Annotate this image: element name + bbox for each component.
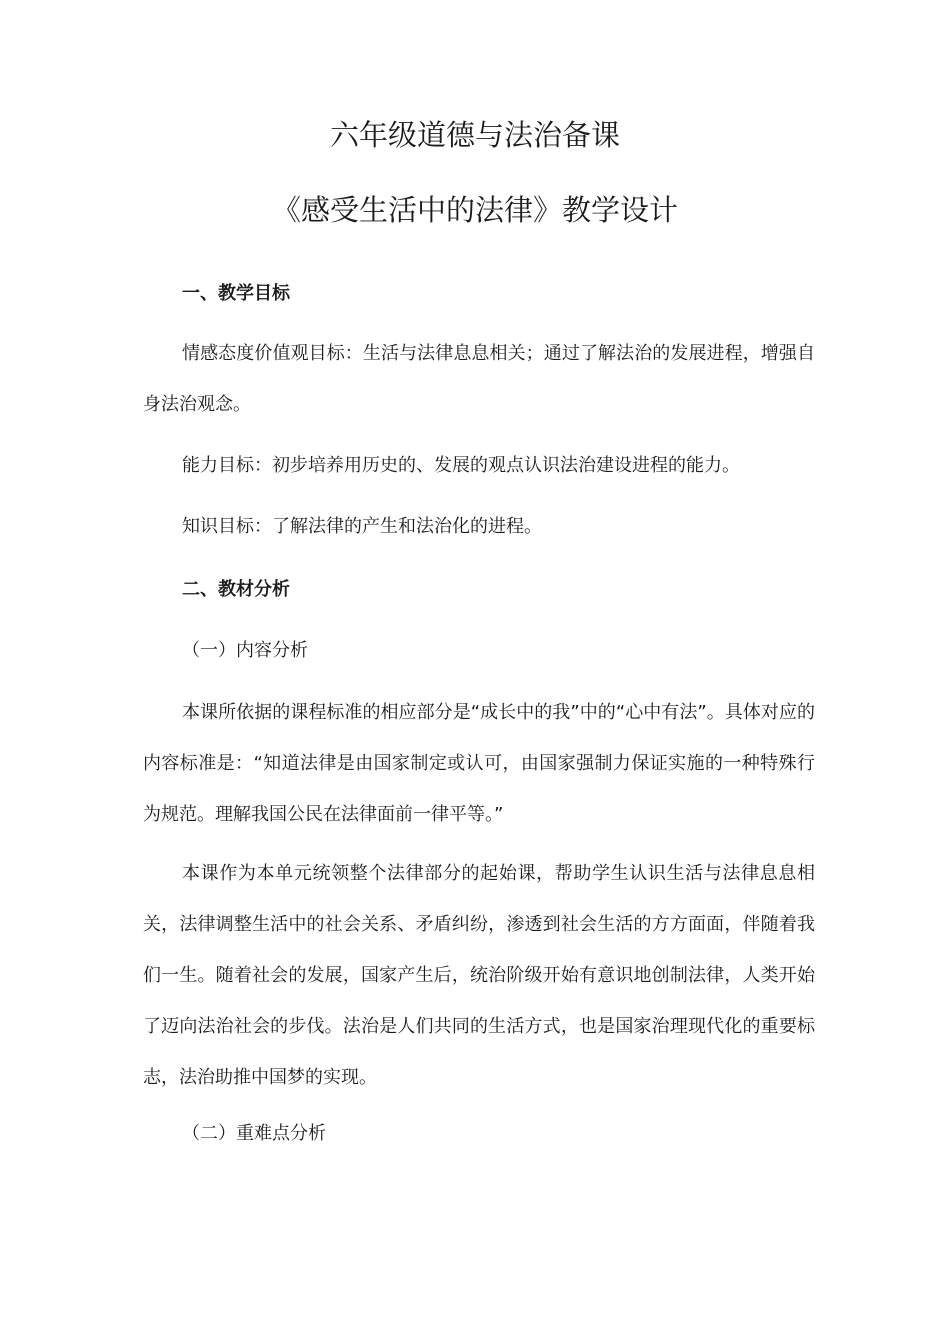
section-heading-teaching-goals: 一、教学目标	[182, 283, 290, 304]
paragraph-lesson-role: 本课作为本单元统领整个法律部分的起始课，帮助学生认识生活与法律息息相关，法律调整生活中的社会关系、矛盾纠纷，渗透到社会生活的方方面面，伴随着我们一生。随着社会的发展，国家产生后，统治阶级开始有意识地创制法律，人类开始了迈向法治社会的步伐。法治是人们共同的生活方式，也是国家治理现代化的重要标志，法治助推中国梦的实现。	[143, 863, 815, 1088]
document-title: 六年级道德与法治备课	[329, 118, 620, 152]
paragraph-curriculum-standard: 本课所依据的课程标准的相应部分是“成长中的我”中的“心中有法”。具体对应的内容标准是：“知道法律是由国家制定或认可，由国家强制力保证实施的一种特殊行为规范。理解我国公民在法律面前一律平等。”	[143, 702, 815, 825]
paragraph-ability-goal: 能力目标：初步培养用历史的、发展的观点认识法治建设进程的能力。	[182, 455, 740, 476]
paragraph-emotion-goal: 情感态度价值观目标：生活与法律息息相关；通过了解法治的发展进程，增强自身法治观念。	[143, 343, 815, 415]
section-heading-textbook-analysis: 二、教材分析	[182, 579, 290, 600]
subheading-key-difficulties: （二）重难点分析	[182, 1123, 326, 1144]
paragraph-knowledge-goal: 知识目标：了解法律的产生和法治化的进程。	[182, 516, 542, 537]
subheading-content-analysis: （一）内容分析	[182, 640, 308, 661]
document-subtitle: 《感受生活中的法律》教学设计	[271, 193, 678, 227]
